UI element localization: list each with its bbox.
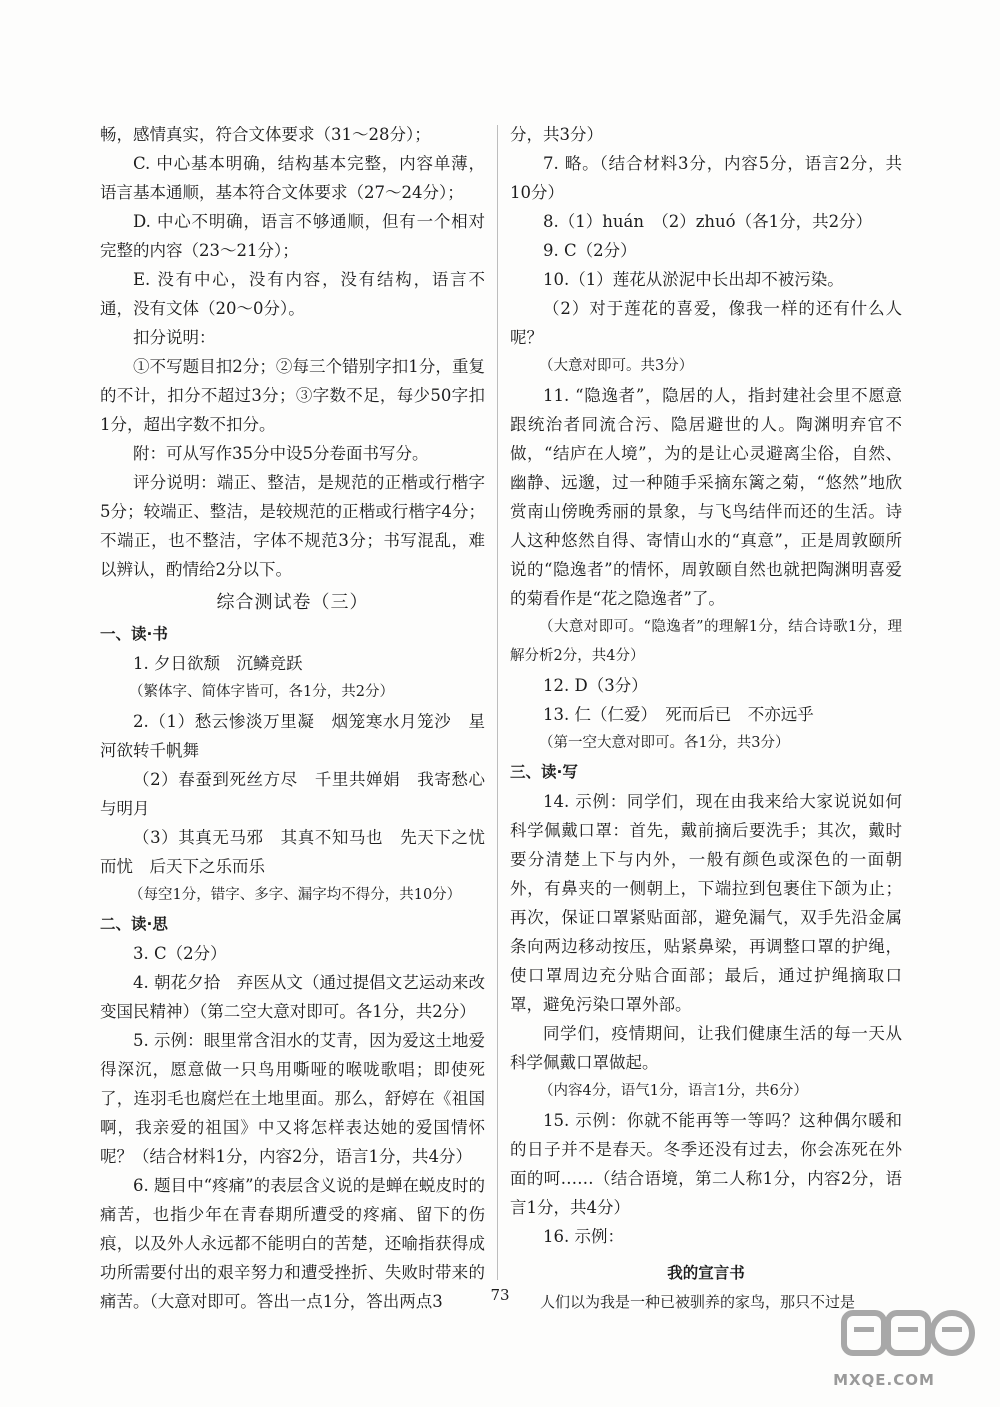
paragraph: 16. 示例：	[543, 1227, 624, 1246]
paragraph: 6. 题目中“疼痛”的表层含义说的是蝉在蜕皮时的痛苦，也指少年在青春期所遭受的疼痛、留下的伤痕，以及外人永远都不能明白的苦楚，还喻指获得成功所需要付出的艰辛努力和遭受挫折、失败时带来的痛苦。（大意对即可。答出一点1分，答出两点3	[100, 1176, 485, 1311]
paragraph: 畅，感情真实，符合文体要求（31～28分）；	[100, 125, 431, 144]
paragraph: 11. “隐逸者”，隐居的人，指封建社会里不愿意跟统治者同流合污、隐居避世的人。陶渊明弃官不做，“结庐在人境”，为的是让心灵避离尘俗，自然、幽静、远邈，过一种随手采摘东篱之菊，“悠然”地欣赏南山傍晚秀丽的景象，与飞鸟结伴而还的生活。诗人这种悠然自得、寄情山水的“真意”，正是周敦颐所说的“隐逸者”的情怀，周敦颐自然也就把陶渊明喜爱的菊看作是“花之隐逸者”了。	[510, 386, 902, 608]
paragraph: 9. C（2分）	[543, 241, 637, 260]
essay-title: 我的宣言书	[667, 1264, 745, 1282]
paragraph: （内容4分，语气1分，语言1分，共6分）	[539, 1083, 808, 1099]
paragraph: 14. 示例：同学们，现在由我来给大家说说如何科学佩戴口罩：首先，戴前摘后要洗手；其次，戴时要分清楚上下与内外，一般有颜色或深色的一面朝外，有鼻夹的一侧朝上，下端拉到包裹住下颌为止；再次，保证口罩紧贴面部，避免漏气，双手先沿金属条向两边移动按压，贴紧鼻梁，再调整口罩的护绳，使口罩周边充分贴合面部；最后，通过护绳摘取口罩，避免污染口罩外部。	[510, 792, 902, 1014]
paragraph: D. 中心不明确，语言不够通顺，但有一个相对完整的内容（23～21分）；	[100, 212, 485, 260]
paragraph: 1. 夕日欲颓 沉鳞竞跃	[133, 654, 303, 673]
paragraph: （大意对即可。共3分）	[539, 358, 694, 374]
paragraph: 分，共3分）	[510, 125, 603, 144]
watermark-text: MXQE.COM	[833, 1371, 935, 1389]
paragraph: 扣分说明：	[133, 328, 216, 347]
watermark-logo	[826, 1305, 986, 1395]
paragraph: 7. 略。（结合材料3分，内容5分，语言2分，共10分）	[510, 154, 902, 202]
paragraph: 附：可从写作35分中设5分卷面书写分。	[133, 444, 429, 463]
paragraph: 2.（1）愁云惨淡万里凝 烟笼寒水月笼沙 星河欲转千帆舞	[100, 712, 485, 760]
paragraph: （2）对于莲花的喜爱，像我一样的还有什么人呢？	[510, 299, 902, 347]
paragraph: （繁体字、简体字皆可，各1分，共2分）	[129, 684, 394, 700]
paragraph: 同学们，疫情期间，让我们健康生活的每一天从科学佩戴口罩做起。	[510, 1024, 902, 1072]
paragraph: 5. 示例：眼里常含泪水的艾青，因为爱这土地爱得深沉，愿意做一只鸟用嘶哑的喉咙歌唱；即使死了，连羽毛也腐烂在土地里面。那么，舒婷在《祖国啊，我亲爱的祖国》中又将怎样表达她的爱国情怀呢？（结合材料1分，内容2分，语言1分，共4分）	[100, 1031, 485, 1166]
paragraph: 15. 示例：你就不能再等一等吗？这种偶尔暖和的日子并不是春天。冬季还没有过去，你会冻死在外面的呵……（结合语境，第二人称1分，内容2分，语言1分，共4分）	[510, 1111, 902, 1217]
section-heading: 三、读·写	[510, 763, 578, 781]
paragraph: ①不写题目扣2分；②每三个错别字扣1分，重复的不计，扣分不超过3分；③字数不足，每少50字扣1分，超出字数不扣分。	[100, 357, 485, 434]
paragraph: 人们以为我是一种已被驯养的家鸟，那只不过是	[540, 1293, 856, 1311]
paragraph: 13. 仁（仁爱） 死而后已 不亦远乎	[543, 705, 814, 724]
page-number: 73	[490, 1286, 510, 1304]
paragraph: （第一空大意对即可。各1分，共3分）	[539, 735, 790, 751]
paragraph: 评分说明：端正、整洁，是规范的正楷或行楷字5分；较端正、整洁，是较规范的正楷或行楷字4分；不端正，也不整洁，字体不规范3分；书写混乱，难以辨认，酌情给2分以下。	[100, 473, 485, 579]
paragraph: 4. 朝花夕拾 弃医从文（通过提倡文艺运动来改变国民精神）（第二空大意对即可。各1分，共2分）	[100, 973, 485, 1021]
section-heading: 一、读·书	[100, 625, 168, 643]
paragraph: E. 没有中心，没有内容，没有结构，语言不通，没有文体（20～0分）。	[100, 270, 485, 318]
paragraph: （大意对即可。“隐逸者”的理解1分，结合诗歌1分，理解分析2分，共4分）	[510, 619, 902, 664]
paragraph: （2）春蚕到死丝方尽 千里共婵娟 我寄愁心与明月	[100, 770, 485, 818]
test-title: 综合测试卷（三）	[216, 592, 369, 613]
paragraph: 8.（1）huán （2）zhuó（各1分，共2分）	[543, 212, 873, 231]
right-column	[510, 120, 902, 1317]
paragraph: 3. C（2分）	[133, 944, 227, 963]
left-column	[100, 120, 485, 1316]
section-heading: 二、读·思	[100, 915, 168, 933]
paragraph: （3）其真无马邪 其真不知马也 先天下之忧而忧 后天下之乐而乐	[100, 828, 485, 876]
paragraph: 10.（1）莲花从淤泥中长出却不被污染。	[543, 270, 844, 289]
paragraph: C. 中心基本明确，结构基本完整，内容单薄，语言基本通顺，基本符合文体要求（27～24分）；	[100, 154, 485, 202]
paragraph: （每空1分，错字、多字、漏字均不得分，共10分）	[129, 887, 462, 903]
paragraph: 12. D（3分）	[543, 676, 648, 695]
column-divider	[497, 125, 498, 1280]
